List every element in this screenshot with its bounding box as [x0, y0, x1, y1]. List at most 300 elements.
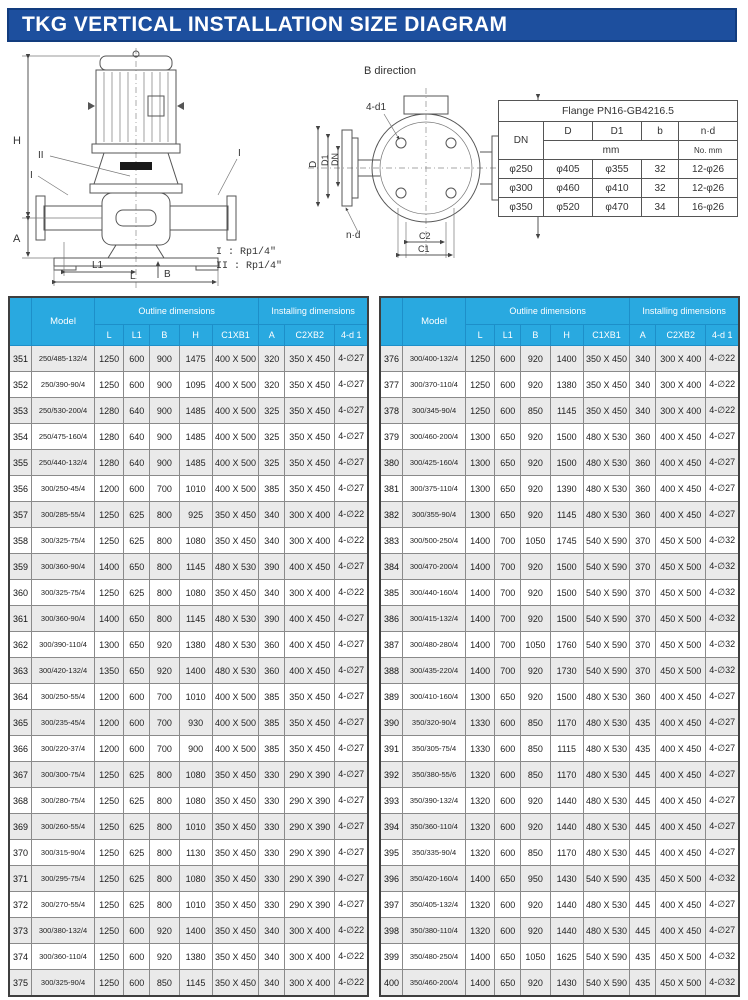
dim-c1xb1: 350 X 450 — [212, 918, 259, 944]
dim-a: 340 — [259, 502, 285, 528]
dim-a: 370 — [630, 606, 656, 632]
model-cell: 350/390-132/4 — [403, 788, 466, 814]
dim-l1: 700 — [495, 658, 521, 684]
dim-h: 1400 — [550, 346, 583, 372]
row-no: 371 — [9, 866, 32, 892]
dim-c2xb2: 290 X 390 — [285, 814, 335, 840]
dim-l: 1330 — [465, 736, 494, 762]
dim-label-d: D — [308, 160, 319, 168]
dim-c1xb1: 350 X 450 — [583, 346, 630, 372]
dim-a: 445 — [630, 918, 656, 944]
dim-4d1: 4-∅32 — [706, 554, 739, 580]
dim-c1xb1: 350 X 450 — [212, 814, 259, 840]
dim-c1xb1: 350 X 450 — [212, 762, 259, 788]
dim-b: 920 — [150, 918, 179, 944]
dim-l: 1250 — [94, 866, 123, 892]
table-row — [9, 580, 368, 606]
dim-l: 1350 — [94, 658, 123, 684]
dim-c2xb2: 350 X 450 — [285, 372, 335, 398]
dim-l1: 600 — [124, 944, 150, 970]
dim-l: 1250 — [94, 840, 123, 866]
dim-l: 1400 — [465, 944, 494, 970]
dim-a: 445 — [630, 762, 656, 788]
model-cell: 300/260-55/4 — [32, 814, 95, 840]
dim-c2xb2: 290 X 390 — [285, 866, 335, 892]
dim-l1: 600 — [124, 918, 150, 944]
row-no: 387 — [380, 632, 403, 658]
row-no: 374 — [9, 944, 32, 970]
dim-4d1: 4-∅27 — [706, 892, 739, 918]
dim-l: 1330 — [465, 710, 494, 736]
dim-c2xb2: 400 X 450 — [285, 606, 335, 632]
dim-l: 1320 — [465, 840, 494, 866]
dim-c1xb1: 540 X 590 — [583, 580, 630, 606]
dim-b: 800 — [150, 528, 179, 554]
dim-c2xb2: 300 X 400 — [285, 944, 335, 970]
size-tables — [8, 296, 740, 997]
dim-label-d1: D1 — [320, 154, 330, 166]
table-row — [380, 918, 739, 944]
table-row — [380, 372, 739, 398]
dim-c2xb2: 300 X 400 — [285, 502, 335, 528]
dim-a: 340 — [630, 372, 656, 398]
model-cell: 300/345-90/4 — [403, 398, 466, 424]
dim-c1xb1: 350 X 450 — [212, 866, 259, 892]
model-cell: 350/460-200/4 — [403, 970, 466, 997]
table-row — [380, 814, 739, 840]
dim-4d1: 4-∅22 — [335, 502, 368, 528]
dim-l1: 600 — [495, 762, 521, 788]
dim-l: 1250 — [94, 918, 123, 944]
dim-label-nd: n·d — [346, 230, 361, 241]
dim-b: 800 — [150, 502, 179, 528]
dim-c1xb1: 540 X 590 — [583, 866, 630, 892]
dim-b: 920 — [521, 476, 550, 502]
dim-4d1: 4-∅27 — [706, 736, 739, 762]
model-cell: 350/360-110/4 — [403, 814, 466, 840]
model-cell: 300/390-110/4 — [32, 632, 95, 658]
row-no: 376 — [380, 346, 403, 372]
dim-l1: 625 — [124, 840, 150, 866]
dim-l: 1320 — [465, 918, 494, 944]
dim-a: 360 — [259, 632, 285, 658]
table-row — [9, 606, 368, 632]
dim-l: 1250 — [94, 970, 123, 997]
dim-l: 1300 — [465, 684, 494, 710]
dim-l1: 650 — [495, 866, 521, 892]
dim-l1: 600 — [124, 476, 150, 502]
dim-l1: 650 — [495, 502, 521, 528]
dim-c1xb1: 350 X 450 — [212, 970, 259, 997]
model-cell: 300/410-160/4 — [403, 684, 466, 710]
dim-l1: 600 — [124, 684, 150, 710]
dim-l: 1250 — [94, 372, 123, 398]
model-cell: 300/380-132/4 — [32, 918, 95, 944]
dim-l: 1200 — [94, 736, 123, 762]
dim-4d1: 4-∅27 — [335, 424, 368, 450]
dim-4d1: 4-∅27 — [335, 684, 368, 710]
col-header-l: L — [465, 325, 494, 346]
dim-b: 920 — [521, 658, 550, 684]
dim-c1xb1: 540 X 590 — [583, 554, 630, 580]
dim-b: 800 — [150, 866, 179, 892]
dim-c1xb1: 480 X 530 — [212, 554, 259, 580]
table-row — [380, 346, 739, 372]
dim-c2xb2: 300 X 400 — [656, 398, 706, 424]
table-row — [380, 710, 739, 736]
dim-l1: 650 — [495, 970, 521, 997]
dim-a: 445 — [630, 892, 656, 918]
dim-l1: 600 — [124, 970, 150, 997]
diagram-area — [6, 46, 742, 294]
row-no: 388 — [380, 658, 403, 684]
dim-c2xb2: 300 X 400 — [285, 528, 335, 554]
dim-l: 1200 — [94, 710, 123, 736]
flange-unit-mm: mm — [544, 141, 679, 160]
dim-c1xb1: 400 X 500 — [212, 372, 259, 398]
dim-h: 1390 — [550, 476, 583, 502]
dim-c2xb2: 300 X 400 — [285, 580, 335, 606]
dim-c2xb2: 400 X 450 — [656, 684, 706, 710]
dim-a: 360 — [630, 450, 656, 476]
dim-c1xb1: 400 X 500 — [212, 450, 259, 476]
dim-a: 360 — [630, 424, 656, 450]
dim-label-i-right: I — [238, 148, 241, 159]
dim-a: 370 — [630, 554, 656, 580]
dim-l1: 700 — [495, 632, 521, 658]
dim-l1: 600 — [495, 372, 521, 398]
dim-c2xb2: 400 X 450 — [656, 710, 706, 736]
dim-c2xb2: 450 X 500 — [656, 944, 706, 970]
dim-l: 1320 — [465, 892, 494, 918]
dim-label-l: L — [130, 271, 136, 282]
dim-l: 1250 — [94, 580, 123, 606]
dim-b: 900 — [150, 424, 179, 450]
dim-label-i: I — [30, 170, 33, 181]
row-no: 352 — [9, 372, 32, 398]
row-no: 355 — [9, 450, 32, 476]
dim-a: 385 — [259, 736, 285, 762]
dim-h: 1130 — [179, 840, 212, 866]
flange-cell: φ460 — [544, 179, 593, 198]
dim-a: 435 — [630, 970, 656, 997]
dim-l1: 700 — [495, 528, 521, 554]
model-cell: 300/415-132/4 — [403, 606, 466, 632]
dim-a: 370 — [630, 580, 656, 606]
dim-label-b: B — [164, 269, 171, 280]
model-cell: 300/360-90/4 — [32, 606, 95, 632]
outline-group-header: Outline dimensions — [465, 297, 629, 325]
dim-h: 1430 — [550, 970, 583, 997]
col-header-l1: L1 — [495, 325, 521, 346]
dim-b: 850 — [521, 840, 550, 866]
dim-a: 325 — [259, 424, 285, 450]
dim-4d1: 4-∅32 — [706, 606, 739, 632]
dim-b: 850 — [521, 736, 550, 762]
col-header-4d1: 4-d 1 — [335, 325, 368, 346]
dim-h: 1145 — [550, 398, 583, 424]
dim-c2xb2: 400 X 450 — [656, 814, 706, 840]
dim-4d1: 4-∅32 — [706, 528, 739, 554]
note-i: I : Rp1/4" — [216, 247, 277, 258]
dim-4d1: 4-∅22 — [335, 580, 368, 606]
dim-l1: 625 — [124, 502, 150, 528]
flange-col-dn: DN — [499, 122, 544, 160]
dim-l1: 625 — [124, 762, 150, 788]
row-no: 364 — [9, 684, 32, 710]
row-no: 384 — [380, 554, 403, 580]
dim-4d1: 4-∅32 — [706, 944, 739, 970]
table-row — [9, 736, 368, 762]
table-row — [380, 580, 739, 606]
flange-table-title: Flange PN16-GB4216.5 — [499, 101, 738, 122]
col-header-h: H — [179, 325, 212, 346]
dim-4d1: 4-∅22 — [335, 528, 368, 554]
dim-h: 930 — [179, 710, 212, 736]
dim-b: 700 — [150, 710, 179, 736]
col-header-c2xb2: C2XB2 — [285, 325, 335, 346]
row-no: 390 — [380, 710, 403, 736]
table-row — [380, 502, 739, 528]
dim-4d1: 4-∅27 — [706, 814, 739, 840]
page-title: TKG VERTICAL INSTALLATION SIZE DIAGRAM — [22, 13, 508, 36]
dim-c1xb1: 540 X 590 — [583, 944, 630, 970]
dim-h: 1760 — [550, 632, 583, 658]
dim-l: 1400 — [465, 632, 494, 658]
flange-col-d: D — [544, 122, 593, 141]
dim-a: 330 — [259, 866, 285, 892]
dim-label-h: H — [13, 135, 21, 147]
dim-c1xb1: 480 X 530 — [583, 736, 630, 762]
flange-col-d1: D1 — [593, 122, 642, 141]
table-row — [380, 736, 739, 762]
row-no: 366 — [9, 736, 32, 762]
dim-b: 800 — [150, 788, 179, 814]
dim-c2xb2: 400 X 450 — [656, 736, 706, 762]
dim-c1xb1: 480 X 530 — [583, 424, 630, 450]
dim-h: 1380 — [179, 632, 212, 658]
dim-c2xb2: 450 X 500 — [656, 554, 706, 580]
dim-c2xb2: 400 X 450 — [285, 658, 335, 684]
flange-unit-nd: No. mm — [679, 141, 738, 160]
model-cell: 300/285-55/4 — [32, 502, 95, 528]
model-cell: 300/325-90/4 — [32, 970, 95, 997]
dim-b: 920 — [521, 502, 550, 528]
dim-a: 435 — [630, 710, 656, 736]
dim-b: 700 — [150, 476, 179, 502]
dim-h: 925 — [179, 502, 212, 528]
dim-c2xb2: 400 X 450 — [656, 424, 706, 450]
dim-c1xb1: 350 X 450 — [212, 944, 259, 970]
dim-h: 1440 — [550, 892, 583, 918]
dim-l1: 640 — [124, 424, 150, 450]
dim-c2xb2: 350 X 450 — [285, 424, 335, 450]
dim-h: 1440 — [550, 788, 583, 814]
dim-c2xb2: 450 X 500 — [656, 658, 706, 684]
dim-c2xb2: 450 X 500 — [656, 606, 706, 632]
model-cell: 350/405-132/4 — [403, 892, 466, 918]
dim-h: 1500 — [550, 424, 583, 450]
model-cell: 250/485-132/4 — [32, 346, 95, 372]
dim-h: 1500 — [550, 684, 583, 710]
row-no: 382 — [380, 502, 403, 528]
dim-4d1: 4-∅27 — [335, 762, 368, 788]
dim-b: 920 — [521, 606, 550, 632]
dim-h: 1485 — [179, 424, 212, 450]
model-cell: 300/420-132/4 — [32, 658, 95, 684]
dim-b: 920 — [150, 944, 179, 970]
model-cell: 300/370-110/4 — [403, 372, 466, 398]
dim-a: 330 — [259, 840, 285, 866]
row-no: 353 — [9, 398, 32, 424]
dim-l: 1400 — [465, 580, 494, 606]
row-no: 372 — [9, 892, 32, 918]
flange-cell: 32 — [642, 160, 679, 179]
dim-a: 325 — [259, 398, 285, 424]
table-row — [380, 528, 739, 554]
dim-c2xb2: 290 X 390 — [285, 840, 335, 866]
b-direction-title: B direction — [364, 65, 416, 77]
corner-cell — [380, 297, 403, 346]
dim-4d1: 4-∅27 — [706, 788, 739, 814]
table-row — [380, 892, 739, 918]
dim-c1xb1: 350 X 450 — [212, 892, 259, 918]
dim-h: 1145 — [179, 554, 212, 580]
dim-l: 1300 — [465, 424, 494, 450]
dim-l1: 625 — [124, 814, 150, 840]
dim-l1: 600 — [495, 814, 521, 840]
row-no: 393 — [380, 788, 403, 814]
dim-b: 920 — [521, 918, 550, 944]
dim-b: 700 — [150, 736, 179, 762]
dim-4d1: 4-∅27 — [706, 840, 739, 866]
dim-a: 330 — [259, 762, 285, 788]
dim-l: 1250 — [94, 892, 123, 918]
table-row — [380, 450, 739, 476]
dim-label-4d1: 4-d1 — [366, 102, 387, 113]
dim-l1: 600 — [495, 398, 521, 424]
dim-a: 340 — [259, 918, 285, 944]
dim-c2xb2: 350 X 450 — [285, 710, 335, 736]
dim-h: 1430 — [550, 866, 583, 892]
dim-a: 340 — [259, 580, 285, 606]
dim-a: 445 — [630, 840, 656, 866]
outline-group-header: Outline dimensions — [94, 297, 258, 325]
dim-b: 920 — [521, 892, 550, 918]
row-no: 395 — [380, 840, 403, 866]
dim-b: 920 — [521, 372, 550, 398]
dim-c2xb2: 450 X 500 — [656, 528, 706, 554]
model-cell: 300/250-45/4 — [32, 476, 95, 502]
flange-cell: φ300 — [499, 179, 544, 198]
row-no: 400 — [380, 970, 403, 997]
row-no: 368 — [9, 788, 32, 814]
dim-h: 1380 — [179, 944, 212, 970]
dim-b: 900 — [150, 398, 179, 424]
row-no: 381 — [380, 476, 403, 502]
table-row — [9, 970, 368, 997]
dim-c2xb2: 400 X 450 — [656, 788, 706, 814]
table-row — [9, 788, 368, 814]
dim-4d1: 4-∅32 — [706, 632, 739, 658]
dim-c2xb2: 350 X 450 — [285, 736, 335, 762]
model-cell: 350/320-90/4 — [403, 710, 466, 736]
dim-l1: 625 — [124, 580, 150, 606]
dim-4d1: 4-∅27 — [706, 450, 739, 476]
dim-l: 1250 — [94, 528, 123, 554]
dim-a: 320 — [259, 346, 285, 372]
dim-l1: 650 — [124, 554, 150, 580]
row-no: 380 — [380, 450, 403, 476]
col-header-a: A — [259, 325, 285, 346]
dim-4d1: 4-∅27 — [335, 372, 368, 398]
table-row — [380, 476, 739, 502]
dim-a: 370 — [630, 632, 656, 658]
dim-c1xb1: 540 X 590 — [583, 970, 630, 997]
model-cell: 300/425-160/4 — [403, 450, 466, 476]
dim-l: 1320 — [465, 814, 494, 840]
dim-4d1: 4-∅32 — [706, 658, 739, 684]
dim-c1xb1: 540 X 590 — [583, 606, 630, 632]
dim-h: 1400 — [179, 658, 212, 684]
dim-l: 1300 — [94, 632, 123, 658]
model-cell: 300/270-55/4 — [32, 892, 95, 918]
table-row — [380, 632, 739, 658]
dim-label-c1: C1 — [418, 244, 430, 254]
row-no: 394 — [380, 814, 403, 840]
table-row — [9, 450, 368, 476]
dim-4d1: 4-∅27 — [335, 476, 368, 502]
dim-c1xb1: 540 X 590 — [583, 632, 630, 658]
dim-h: 1170 — [550, 840, 583, 866]
dim-a: 435 — [630, 944, 656, 970]
dim-c1xb1: 400 X 500 — [212, 684, 259, 710]
col-header-c1xb1: C1XB1 — [583, 325, 630, 346]
dim-c1xb1: 400 X 500 — [212, 736, 259, 762]
row-no: 386 — [380, 606, 403, 632]
dim-l: 1300 — [465, 476, 494, 502]
col-header-c2xb2: C2XB2 — [656, 325, 706, 346]
dim-b: 900 — [150, 346, 179, 372]
dim-b: 800 — [150, 840, 179, 866]
dim-l: 1400 — [465, 606, 494, 632]
dim-label-l1: L1 — [92, 260, 104, 271]
table-row — [9, 866, 368, 892]
row-no: 392 — [380, 762, 403, 788]
dim-4d1: 4-∅27 — [706, 502, 739, 528]
dim-4d1: 4-∅27 — [706, 424, 739, 450]
row-no: 385 — [380, 580, 403, 606]
row-no: 369 — [9, 814, 32, 840]
dim-l: 1200 — [94, 684, 123, 710]
dim-l1: 600 — [495, 346, 521, 372]
dim-c1xb1: 480 X 530 — [583, 840, 630, 866]
dim-a: 340 — [259, 944, 285, 970]
dim-l: 1250 — [94, 788, 123, 814]
dim-b: 1050 — [521, 944, 550, 970]
dim-b: 920 — [521, 424, 550, 450]
dim-c2xb2: 350 X 450 — [285, 684, 335, 710]
dim-b: 800 — [150, 580, 179, 606]
dim-l: 1250 — [94, 762, 123, 788]
dim-b: 920 — [150, 658, 179, 684]
flange-cell: φ250 — [499, 160, 544, 179]
dim-a: 360 — [259, 658, 285, 684]
row-no: 358 — [9, 528, 32, 554]
dim-h: 1145 — [179, 970, 212, 997]
dim-l1: 625 — [124, 866, 150, 892]
dim-h: 1145 — [179, 606, 212, 632]
